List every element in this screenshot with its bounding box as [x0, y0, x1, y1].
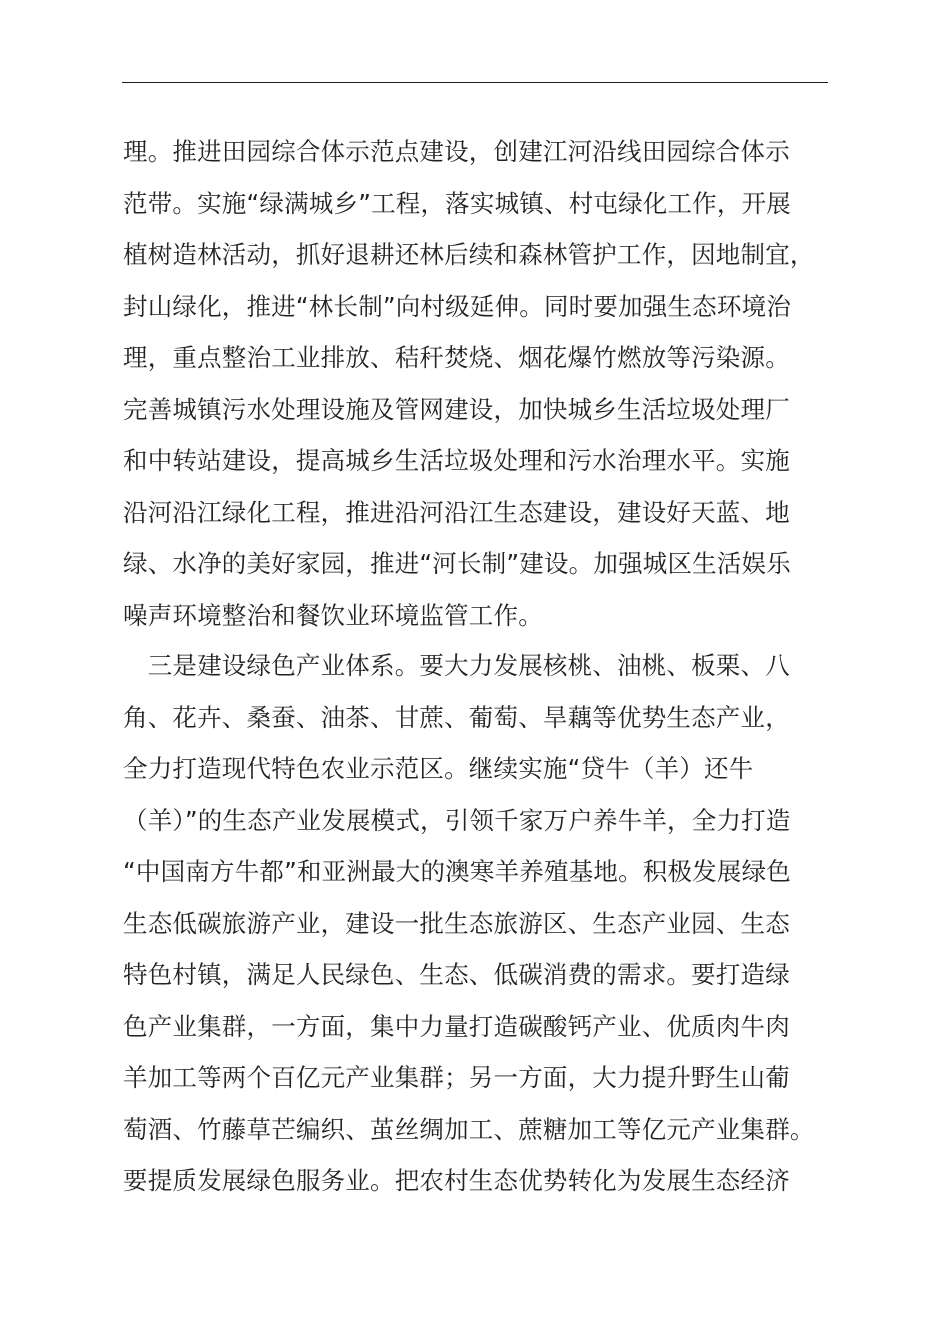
text-line: 特色村镇，满足人民绿色、生态、低碳消费的需求。要打造绿: [123, 960, 790, 989]
text-line: 绿、水净的美好家园，推进“河长制”建设。加强城区生活娱乐: [123, 549, 791, 578]
text-line: 理，重点整治工业排放、秸秆焚烧、烟花爆竹燃放等污染源。: [123, 343, 790, 372]
text-line: 沿河沿江绿化工程，推进沿河沿江生态建设，建设好天蓝、地: [123, 497, 790, 527]
text-line: 完善城镇污水处理设施及管网建设，加快城乡生活垃圾处理厂: [123, 394, 790, 424]
paragraph-green-industry: [123, 640, 843, 1207]
header-rule: [122, 82, 828, 83]
text-line: 萄酒、竹藤草芒编织、茧丝绸加工、蔗糖加工等亿元产业集群。: [123, 1114, 815, 1144]
text-line: “中国南方牛都”和亚洲最大的澳寒羊养殖基地。积极发展绿色: [123, 857, 791, 886]
text-line: 羊加工等两个百亿元产业集群；另一方面，大力提升野生山葡: [123, 1063, 790, 1092]
paragraph-ecology-governance: [123, 126, 843, 641]
text-line: 和中转站建设，提高城乡生活垃圾处理和污水治理水平。实施: [123, 446, 790, 475]
text-line: 三是建设绿色产业体系。要大力发展核桃、油桃、板栗、八: [123, 651, 790, 680]
text-line: 封山绿化，推进“林长制”向村级延伸。同时要加强生态环境治: [123, 291, 791, 321]
text-line: 全力打造现代特色农业示范区。继续实施“贷牛（羊）还牛: [123, 754, 754, 783]
text-line: 范带。实施“绿满城乡”工程，落实城镇、村屯绿化工作，开展: [123, 188, 791, 218]
text-line: 角、花卉、桑蚕、油茶、甘蔗、葡萄、旱藕等优势生态产业，: [123, 702, 790, 732]
text-line: 要提质发展绿色服务业。把农村生态优势转化为发展生态经济: [123, 1166, 790, 1195]
text-line: 色产业集群，一方面，集中力量打造碳酸钙产业、优质肉牛肉: [123, 1011, 790, 1041]
text-line: 噪声环境整治和餐饮业环境监管工作。: [123, 600, 543, 630]
text-line: 生态低碳旅游产业，建设一批生态旅游区、生态产业园、生态: [123, 908, 790, 938]
text-line: 植树造林活动，抓好退耕还林后续和森林管护工作，因地制宜，: [123, 240, 815, 269]
text-line: 理。推进田园综合体示范点建设，创建江河沿线田园综合体示: [123, 137, 790, 166]
text-line: （羊）”的生态产业发展模式，引领千家万户养牛羊，全力打造: [123, 805, 791, 835]
